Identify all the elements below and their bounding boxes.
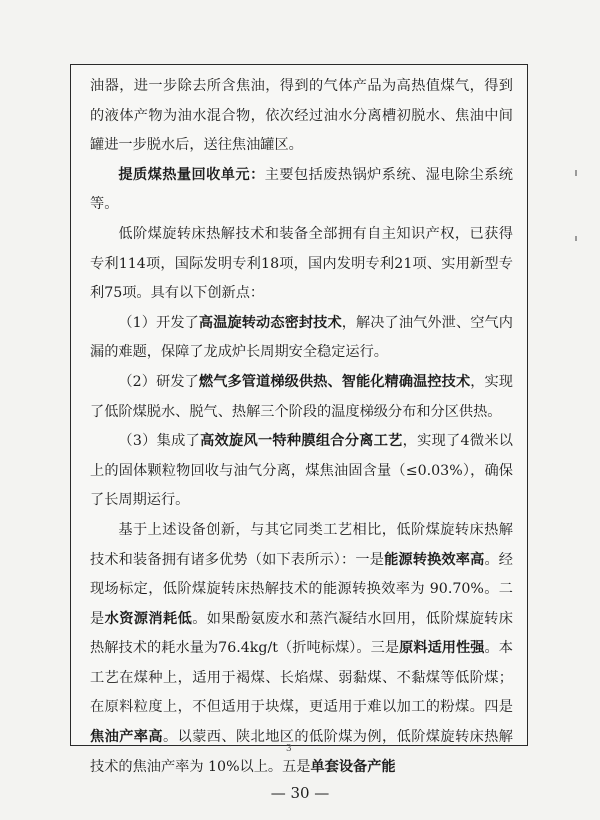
paragraph — [90, 368, 513, 427]
text-segment: 。经现场标定，低阶煤旋转床热解技术的能源转换效率为 90.70%。二是 — [90, 551, 513, 627]
paragraph — [90, 516, 513, 782]
bold-text: 单套设备产能 — [310, 758, 396, 775]
text-segment: 油器，进一步除去所含焦油，得到的气体产品为高热值煤气，得到的液体产物为油水混合物，依次经过油水分离槽初脱水、焦油中间罐进一步脱水后，送往焦油罐区。 — [90, 78, 513, 154]
text-segment: ，实现了4微米以上的固体颗粒物回收与油气分离，煤焦油固含量（≤0.03%），确保了长周期运行。 — [90, 433, 513, 509]
bold-text: 高温旋转动态密封技术 — [198, 314, 342, 331]
text-segment: 低阶煤旋转床热解技术和装备全部拥有自主知识产权，已获得专利114项，国际发明专利18项，国内发明专利21项、实用新型专利75项。具有以下创新点： — [90, 225, 513, 302]
text-segment: 。本工艺在煤种上，适用于褐煤、长焰煤、弱黏煤、不黏煤等低阶煤；在原料粒度上，不但适用于块煤，更适用于难以加工的粉煤。四是 — [90, 640, 513, 716]
scan-edge-mark — [575, 170, 577, 176]
bold-text: 提质煤热量回收单元： — [118, 166, 265, 183]
page-number: — 30 — — [270, 784, 330, 802]
bold-text: 高效旋风一特种膜组合分离工艺 — [200, 433, 403, 450]
paragraph — [90, 309, 513, 368]
paragraph — [90, 72, 513, 161]
paragraph — [90, 220, 513, 309]
paragraph — [90, 427, 513, 516]
inner-page-number: 3 — [286, 744, 292, 754]
text-segment: （3）集成了 — [118, 433, 201, 450]
text-segment: ，实现了低阶煤脱水、脱气、热解三个阶段的温度梯级分布和分区供热。 — [90, 373, 513, 420]
text-segment: 基于上述设备创新，与其它同类工艺相比，低阶煤旋转床热解技术和装备拥有诸多优势（如下表所示）：一是 — [90, 521, 513, 568]
document-body — [90, 72, 513, 782]
text-segment: （1）开发了 — [118, 314, 199, 331]
text-segment: ，解决了油气外泄、空气内漏的难题，保障了龙成炉长周期安全稳定运行。 — [90, 314, 513, 361]
text-segment: 。如果酚氨废水和蒸汽凝结水回用，低阶煤旋转床热解技术的耗水量为76.4kg/t（折吨标煤）。三是 — [90, 610, 513, 657]
bold-text: 能源转换效率高 — [384, 551, 485, 568]
paragraph — [90, 161, 513, 220]
bold-text: 原料适用性强 — [399, 640, 485, 657]
text-segment: （2）研发了 — [118, 373, 199, 390]
text-segment: 。以蒙西、陕北地区的低阶煤为例，低阶煤旋转床热解技术的焦油产率为 10%以上。五是 — [90, 729, 513, 775]
text-segment: 主要包括废热锅炉系统、湿电除尘系统等。 — [90, 166, 513, 213]
bold-text: 水资源消耗低 — [104, 610, 193, 627]
bold-text: 燃气多管道梯级供热、智能化精确温控技术 — [198, 373, 471, 390]
bold-text: 焦油产率高 — [90, 729, 163, 746]
scan-edge-mark — [575, 236, 577, 241]
